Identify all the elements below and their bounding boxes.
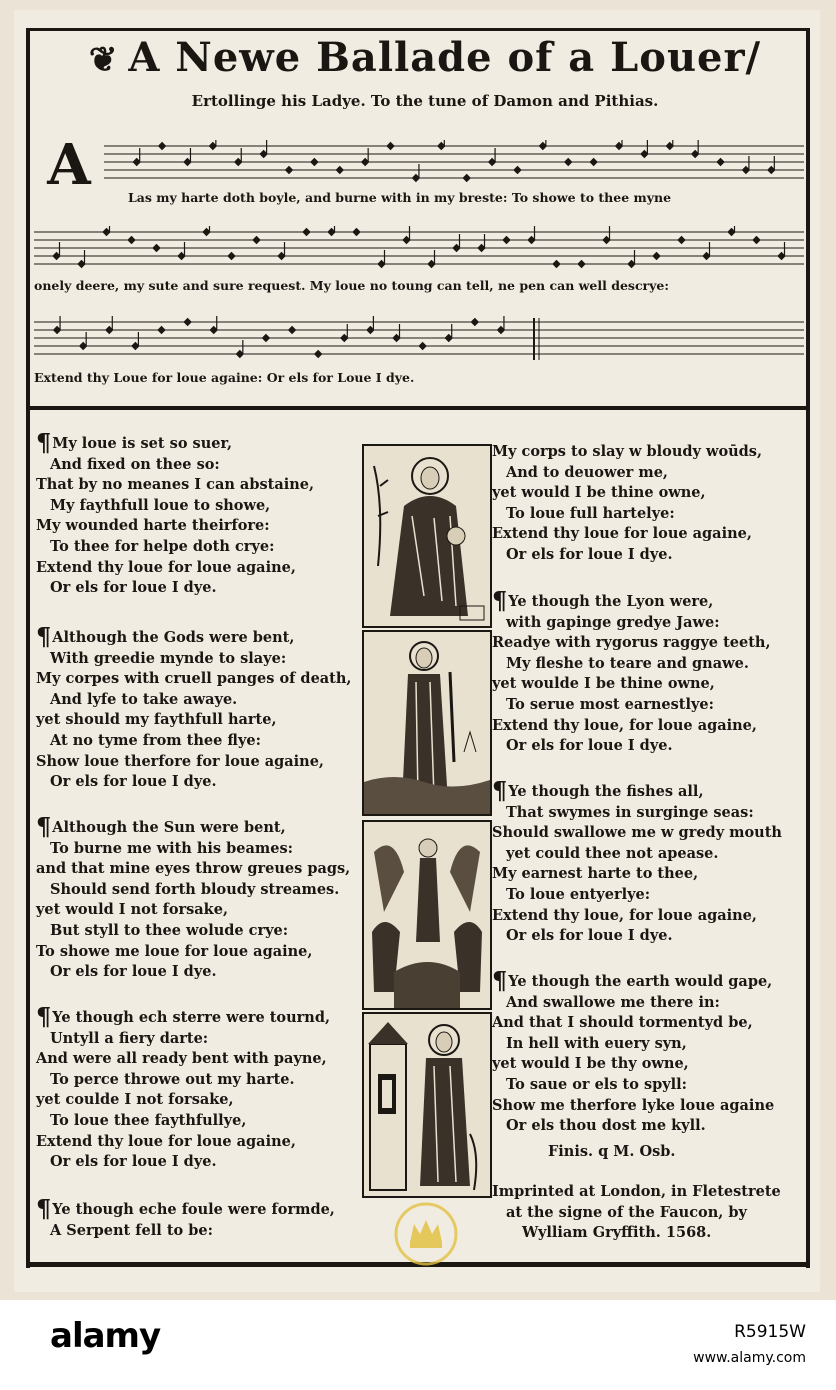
verse-line: Although the Gods were bent, bbox=[52, 629, 295, 646]
pilcrow-icon: ¶ bbox=[36, 1002, 52, 1031]
music-note bbox=[288, 326, 296, 334]
music-note bbox=[310, 158, 318, 166]
top-border bbox=[26, 28, 810, 31]
music-note bbox=[183, 318, 191, 326]
verse-line: Ye though ech sterre were tournd, bbox=[52, 1009, 331, 1026]
section-divider bbox=[30, 406, 806, 410]
verse-line: yet should my faythfull harte, bbox=[36, 711, 277, 729]
verse-line: Or els for loue I dye. bbox=[50, 1153, 217, 1171]
pilcrow-icon: ¶ bbox=[492, 776, 508, 805]
music-note bbox=[552, 260, 560, 268]
music-note bbox=[513, 166, 521, 174]
verse-line: Ye though eche foule were formde, bbox=[52, 1201, 335, 1218]
verse-line: To thee for helpe doth crye: bbox=[50, 537, 275, 555]
right-stanza-3 bbox=[492, 776, 782, 947]
verse-line: Although the Sun were bent, bbox=[52, 819, 286, 836]
music-note bbox=[158, 142, 166, 150]
music-note bbox=[418, 342, 426, 350]
library-stamp bbox=[390, 1198, 462, 1270]
verse-line: Or els for loue I dye. bbox=[50, 963, 217, 981]
verse-line: That swymes in surginge seas: bbox=[506, 803, 754, 821]
verse-line: Show me therfore lyke loue againe bbox=[492, 1096, 775, 1114]
verse-line: My faythfull loue to showe, bbox=[50, 496, 271, 514]
verse-line: Or els for loue I dye. bbox=[506, 545, 673, 563]
verse-line: At no tyme from thee flye: bbox=[50, 731, 261, 749]
ballad-subtitle: Ertollinge his Ladye. To the tune of Damon and Pithias. bbox=[191, 92, 659, 110]
verse-line: Should swallowe me w gredy mouth bbox=[492, 824, 782, 842]
image-id: R5915W bbox=[734, 1322, 806, 1342]
right-stanza-2 bbox=[492, 586, 771, 757]
verse-line: To serue most earnestlye: bbox=[506, 695, 715, 713]
verse-line: Or els for loue I dye. bbox=[50, 773, 217, 791]
pilcrow-icon: ¶ bbox=[492, 966, 508, 995]
verse-line: Ye though the fishes all, bbox=[508, 783, 704, 800]
music-note bbox=[157, 326, 165, 334]
music-note bbox=[386, 142, 394, 150]
music-note bbox=[352, 228, 360, 236]
verse-line: Extend thy loue for loue againe, bbox=[492, 525, 752, 543]
verse-line: Ye though the earth would gape, bbox=[508, 973, 773, 990]
music-note bbox=[677, 236, 685, 244]
music-note bbox=[262, 334, 270, 342]
woodcut-madonna bbox=[362, 444, 492, 628]
verse-line: Extend thy loue, for loue againe, bbox=[492, 906, 757, 924]
verse-line: To perce throwe out my harte. bbox=[50, 1070, 295, 1088]
verse-line: and that mine eyes throw greues pags, bbox=[36, 860, 351, 878]
watermark-url: www.alamy.com bbox=[693, 1350, 806, 1366]
imprint-line: Imprinted at London, in Fletestrete bbox=[492, 1183, 781, 1200]
verse-line: Untyll a fiery darte: bbox=[50, 1029, 209, 1047]
music-staff-1 bbox=[104, 140, 804, 186]
verse-line: And lyfe to take awaye. bbox=[50, 690, 238, 708]
music-note bbox=[462, 174, 470, 182]
verse-line: And were all ready bent with payne, bbox=[36, 1050, 327, 1068]
music-note bbox=[152, 244, 160, 252]
ballad-title bbox=[40, 34, 810, 81]
left-border bbox=[26, 30, 30, 1268]
left-stanza-3 bbox=[36, 812, 351, 983]
verse-line: Or els for loue I dye. bbox=[506, 927, 673, 945]
verse-line: My wounded harte theirfore: bbox=[36, 517, 270, 535]
music-note bbox=[302, 228, 310, 236]
music-note bbox=[336, 166, 344, 174]
verse-line: And swallowe me there in: bbox=[506, 993, 720, 1011]
verse-line: To loue thee faythfullye, bbox=[50, 1111, 247, 1129]
music-note bbox=[589, 158, 597, 166]
pilcrow-icon: ¶ bbox=[492, 586, 508, 615]
woodcut-angels bbox=[362, 820, 492, 1010]
pilcrow-icon: ¶ bbox=[36, 622, 52, 651]
woodcut-saint bbox=[362, 630, 492, 816]
pilcrow-icon: ¶ bbox=[36, 428, 52, 457]
decorated-initial: A bbox=[47, 132, 91, 198]
music-note bbox=[752, 236, 760, 244]
verse-line: Extend thy loue for loue againe, bbox=[36, 558, 296, 576]
verse-line: My corps to slay w bloudy woūds, bbox=[492, 443, 763, 460]
music-note bbox=[127, 236, 135, 244]
right-stanza-1 bbox=[492, 442, 762, 566]
music-note bbox=[564, 158, 572, 166]
music-staff-3 bbox=[34, 316, 804, 362]
pilcrow-icon: ¶ bbox=[36, 812, 52, 841]
verse-line: Should send forth bloudy streames. bbox=[50, 880, 340, 898]
left-stanza-5 bbox=[36, 1194, 335, 1241]
verse-line: To loue entyerlye: bbox=[506, 885, 651, 903]
verse-line: But styll to thee wolude crye: bbox=[50, 921, 289, 939]
music-note bbox=[314, 350, 322, 358]
verse-line: To burne me with his beames: bbox=[50, 839, 293, 857]
lyric-line-3: Extend thy Loue for loue againe: Or els for Loue I dye. bbox=[34, 370, 415, 385]
verse-line: And fixed on thee so: bbox=[50, 455, 220, 473]
verse-line: yet coulde I not forsake, bbox=[36, 1091, 234, 1109]
verse-line: Ye though the Lyon were, bbox=[508, 593, 714, 610]
imprint-line: Wylliam Gryffith. 1568. bbox=[522, 1224, 712, 1242]
music-note bbox=[285, 166, 293, 174]
verse-line: My corpes with cruell panges of death, bbox=[36, 670, 352, 688]
verse-line: And that I should tormentyd be, bbox=[492, 1014, 753, 1032]
imprint bbox=[492, 1182, 781, 1244]
verse-line: To loue full hartelye: bbox=[506, 504, 675, 522]
verse-line: My fleshe to teare and gnawe. bbox=[506, 654, 749, 672]
verse-line: Extend thy loue, for loue againe, bbox=[492, 716, 757, 734]
verse-line: That by no meanes I can abstaine, bbox=[36, 476, 315, 494]
finis-line: Finis. q M. Osb. bbox=[548, 1143, 676, 1160]
lyric-line-2: onely deere, my sute and sure request. My loue no toung can tell, ne pen can well descrye: bbox=[34, 278, 669, 293]
verse-line: yet could thee not apease. bbox=[506, 844, 719, 862]
music-note bbox=[577, 260, 585, 268]
left-stanza-1 bbox=[36, 428, 315, 599]
verse-line: Show loue therfore for loue againe, bbox=[36, 752, 324, 770]
music-note bbox=[652, 252, 660, 260]
music-note bbox=[252, 236, 260, 244]
right-stanza-4 bbox=[492, 966, 775, 1137]
verse-line: yet would I not forsake, bbox=[36, 901, 229, 919]
pilcrow-icon: ¶ bbox=[36, 1194, 52, 1223]
verse-line: yet would I be thy owne, bbox=[492, 1055, 689, 1073]
woodcut-saint-tower bbox=[362, 1012, 492, 1198]
left-stanza-4 bbox=[36, 1002, 331, 1173]
verse-line: yet would I be thine owne, bbox=[492, 484, 706, 502]
verse-line: Or els thou dost me kyll. bbox=[506, 1117, 706, 1135]
verse-line: A Serpent fell to be: bbox=[50, 1221, 213, 1239]
verse-line: Readye with rygorus raggye teeth, bbox=[492, 634, 771, 652]
music-note bbox=[471, 318, 479, 326]
verse-line: To saue or els to spyll: bbox=[506, 1075, 688, 1093]
verse-line: Extend thy loue for loue againe, bbox=[36, 1132, 296, 1150]
music-staff-2 bbox=[34, 226, 804, 272]
verse-line: Or els for loue I dye. bbox=[506, 737, 673, 755]
verse-line: My earnest harte to thee, bbox=[492, 865, 699, 883]
verse-line: To showe me loue for loue againe, bbox=[36, 942, 313, 960]
right-border bbox=[806, 30, 810, 1268]
music-note bbox=[716, 158, 724, 166]
verse-line: My loue is set so suer, bbox=[52, 435, 233, 452]
lyric-line-1: Las my harte doth boyle, and burne with in my breste: To showe to thee myne bbox=[128, 190, 672, 205]
verse-line: yet woulde I be thine owne, bbox=[492, 675, 715, 693]
verse-line: Or els for loue I dye. bbox=[50, 579, 217, 597]
fleuron-icon: ❦ bbox=[88, 40, 119, 80]
verse-line: With greedie mynde to slaye: bbox=[50, 649, 287, 667]
verse-line: with gapinge gredye Jawe: bbox=[506, 613, 720, 631]
ballad-title-text: A Newe Ballade of a Louer/ bbox=[128, 34, 762, 81]
verse-line: And to deuower me, bbox=[506, 463, 668, 481]
left-stanza-2 bbox=[36, 622, 352, 793]
verse-line: In hell with euery syn, bbox=[506, 1034, 687, 1052]
music-note bbox=[227, 252, 235, 260]
imprint-line: at the signe of the Faucon, by bbox=[506, 1203, 747, 1221]
alamy-logo: alamy bbox=[50, 1316, 161, 1356]
music-note bbox=[502, 236, 510, 244]
